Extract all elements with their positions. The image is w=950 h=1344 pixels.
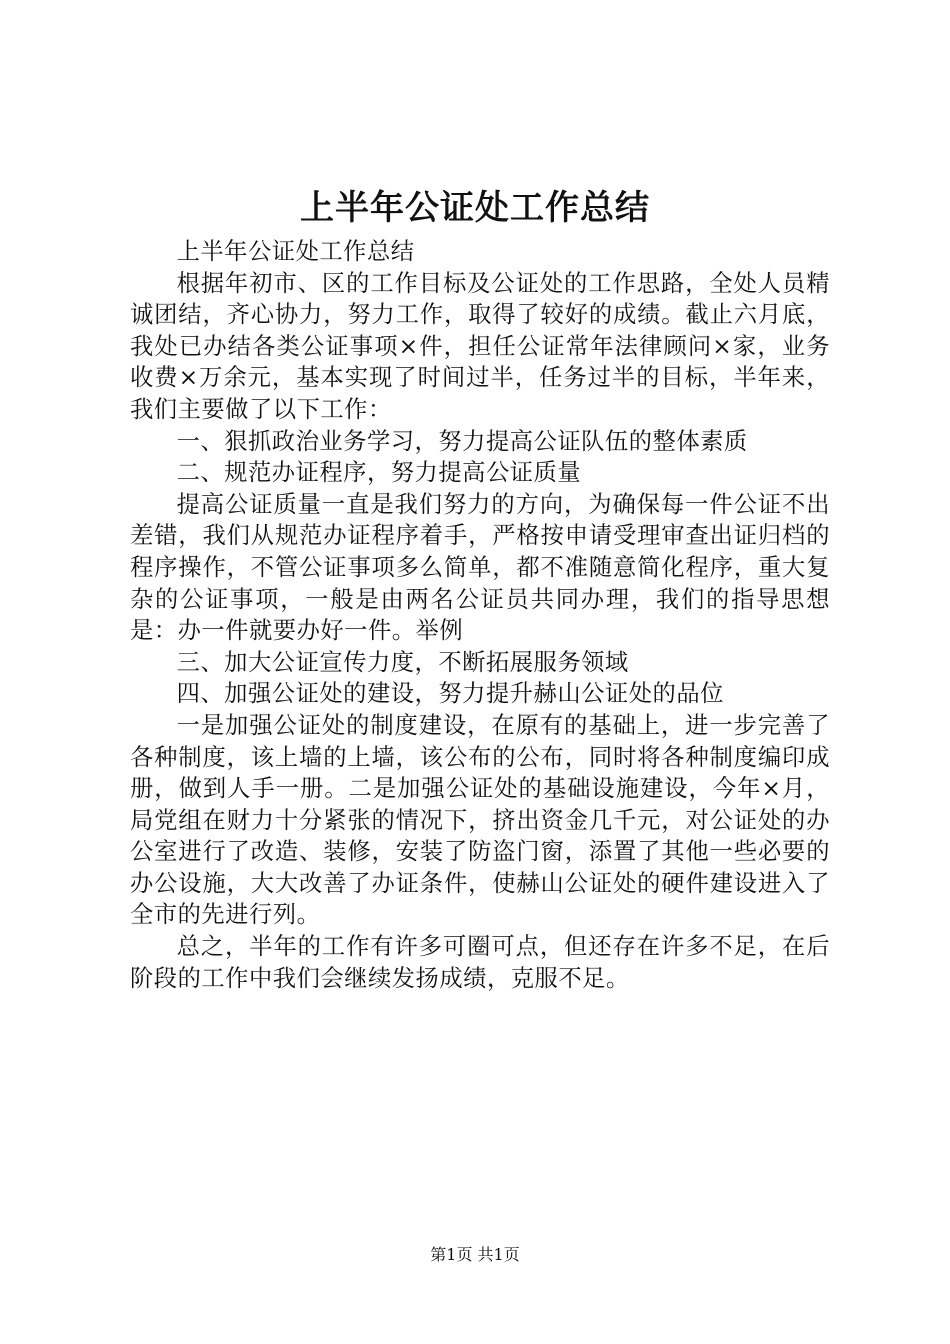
paragraph-construction: 一是加强公证处的制度建设，在原有的基础上，进一步完善了各种制度，该上墙的上墙，该公布的公布，同时将各种制度编印成册，做到人手一册。二是加强公证处的基础设施建设，今年×月，局党组在财力十分紧张的情况下，挤出资金几千元，对公证处的办公室进行了改造、装修，安装了防盗门窗，添置了其他一些必要的办公设施，大大改善了办证条件，使赫山公证处的硬件建设进入了全市的先进行列。 bbox=[130, 711, 830, 929]
section-heading-3: 三、加大公证宣传力度，不断拓展服务领域 bbox=[176, 648, 629, 676]
section-heading-1: 一、狠抓政治业务学习，努力提高公证队伍的整体素质 bbox=[176, 427, 748, 455]
section-heading-4: 四、加强公证处的建设，努力提升赫山公证处的品位 bbox=[176, 680, 724, 708]
document-title: 上半年公证处工作总结 bbox=[300, 188, 650, 228]
section-heading-2: 二、规范办证程序，努力提高公证质量 bbox=[176, 459, 582, 487]
paragraph-subtitle: 上半年公证处工作总结 bbox=[176, 238, 415, 265]
paragraph-conclusion: 总之，半年的工作有许多可圈可点，但还存在许多不足，在后阶段的工作中我们会继续发扬成绩，克服不足。 bbox=[130, 933, 830, 992]
paragraph-intro: 根据年初市、区的工作目标及公证处的工作思路，全处人员精诚团结，齐心协力，努力工作，取得了较好的成绩。截止六月底，我处已办结各类公证事项×件，担任公证常年法律顾问×家，业务收费×万余元，基本实现了时间过半，任务过半的目标，半年来，我们主要做了以下工作： bbox=[130, 269, 830, 423]
page-number-footer: 第1页 共1页 bbox=[430, 1245, 520, 1264]
document-body bbox=[130, 236, 830, 994]
paragraph-quality: 提高公证质量一直是我们努力的方向，为确保每一件公证不出差错，我们从规范办证程序着手，严格按申请受理审查出证归档的程序操作，不管公证事项多么简单，都不准随意简化程序，重大复杂的公证事项，一般是由两名公证员共同办理，我们的指导思想是：办一件就要办好一件。举例 bbox=[130, 490, 830, 645]
